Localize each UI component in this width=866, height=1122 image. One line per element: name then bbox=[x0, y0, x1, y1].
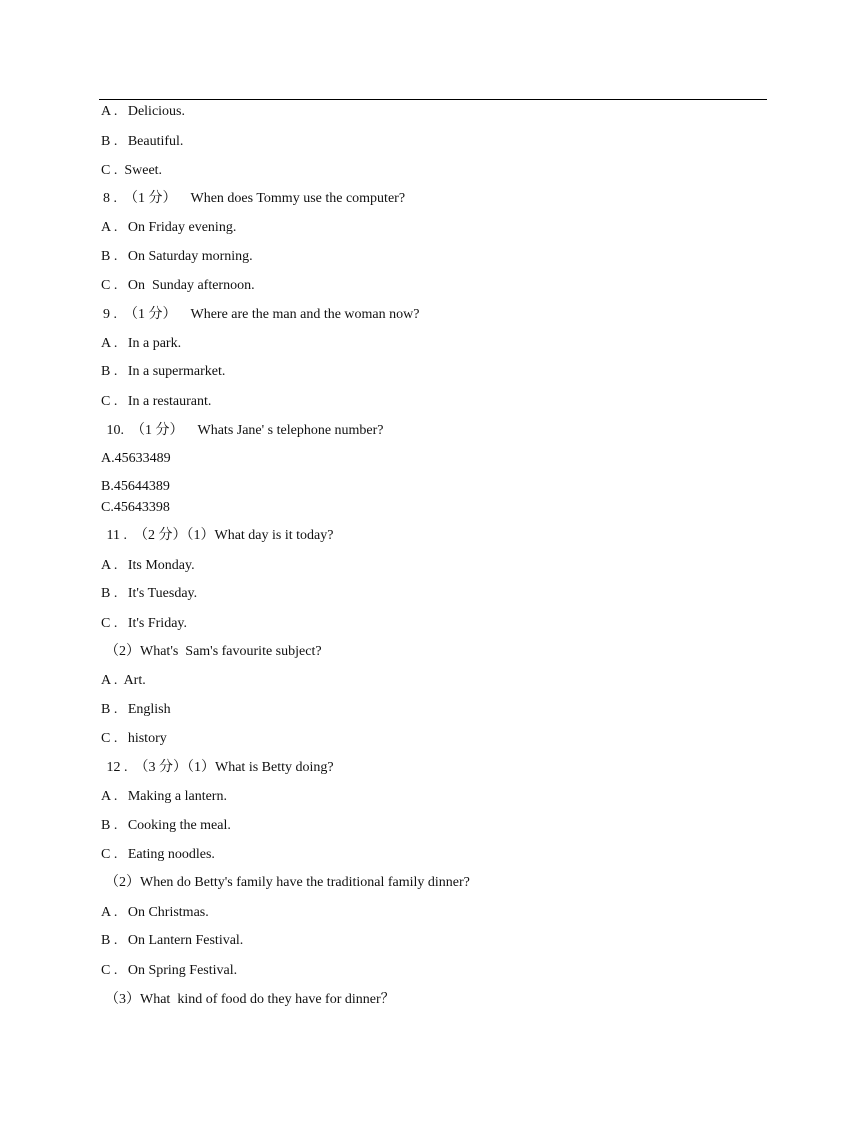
option-b: B.45644389 bbox=[101, 479, 170, 494]
question-11: 11 . （2 分）（1）What day is it today? bbox=[103, 528, 334, 543]
sub-question: （2）What's Sam's favourite subject? bbox=[105, 644, 322, 659]
option-a: A . Art. bbox=[101, 673, 146, 688]
option-a: A . On Christmas. bbox=[101, 905, 209, 920]
option-c: C . In a restaurant. bbox=[101, 394, 212, 409]
option-b: B . On Lantern Festival. bbox=[101, 933, 244, 948]
header-rule bbox=[99, 99, 767, 100]
option-c: C . On Sunday afternoon. bbox=[101, 278, 255, 293]
option-a: A . In a park. bbox=[101, 336, 182, 351]
option-c: C . It's Friday. bbox=[101, 616, 188, 631]
question-9: 9 . （1 分） Where are the man and the woman now? bbox=[103, 307, 420, 322]
option-a: A . Delicious. bbox=[101, 104, 185, 119]
sub-question: （3）What kind of food do they have for dinner？ bbox=[105, 992, 395, 1007]
option-a: A . Its Monday. bbox=[101, 558, 195, 573]
option-c: C . Sweet. bbox=[101, 163, 163, 178]
option-b: B . English bbox=[101, 702, 171, 717]
sub-question: （2）When do Betty's family have the traditional family dinner? bbox=[105, 875, 470, 890]
option-a: A.45633489 bbox=[101, 451, 171, 466]
option-a: A . On Friday evening. bbox=[101, 220, 237, 235]
option-c: C.45643398 bbox=[101, 500, 170, 515]
question-10: 10. （1 分） Whats Jane' s telephone number? bbox=[103, 423, 384, 438]
option-c: C . history bbox=[101, 731, 167, 746]
option-a: A . Making a lantern. bbox=[101, 789, 227, 804]
option-c: C . Eating noodles. bbox=[101, 847, 215, 862]
option-b: B . Cooking the meal. bbox=[101, 818, 231, 833]
option-b: B . In a supermarket. bbox=[101, 364, 226, 379]
question-8: 8 . （1 分） When does Tommy use the computer? bbox=[103, 191, 406, 206]
question-12: 12 . （3 分）（1）What is Betty doing? bbox=[103, 760, 334, 775]
option-b: B . On Saturday morning. bbox=[101, 249, 253, 264]
option-b: B . Beautiful. bbox=[101, 134, 184, 149]
option-b: B . It's Tuesday. bbox=[101, 586, 198, 601]
option-c: C . On Spring Festival. bbox=[101, 963, 238, 978]
